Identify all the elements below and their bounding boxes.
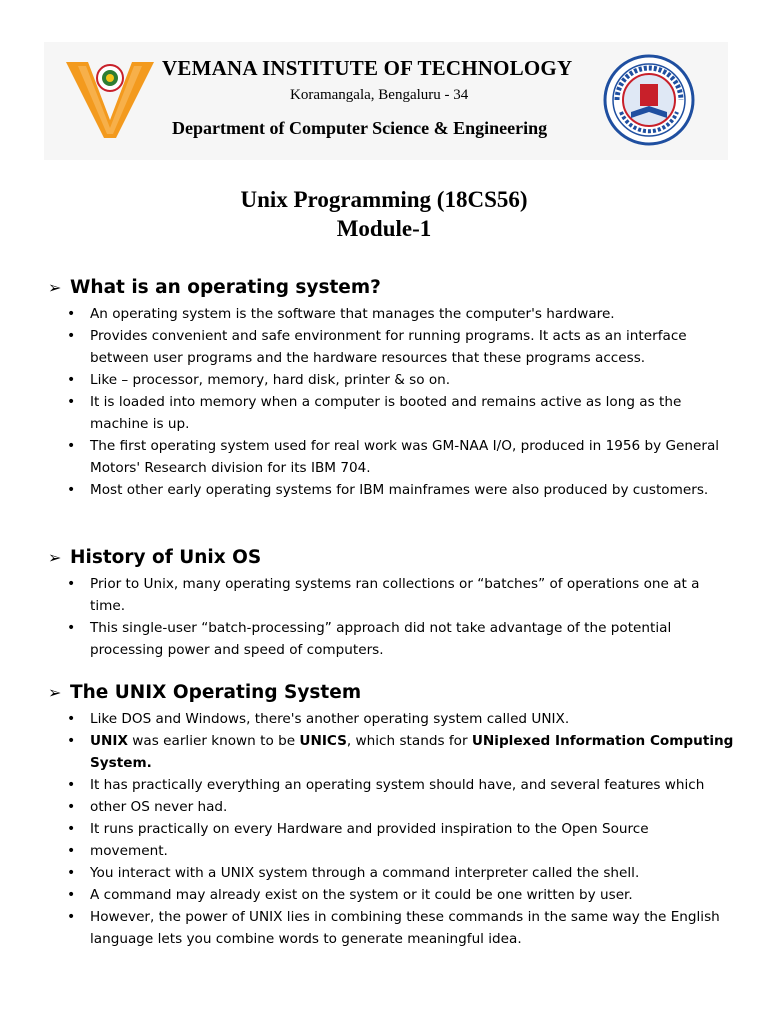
bullet-icon: •: [67, 711, 76, 727]
institute-name: VEMANA INSTITUTE OF TECHNOLOGY: [162, 56, 573, 80]
bullet-icon: •: [67, 733, 76, 749]
bullet-icon: •: [67, 887, 76, 903]
list-item: • It is loaded into memory when a computer is booted and remains active as long as the machine is up.: [48, 391, 738, 435]
course-title: Unix Programming (18CS56): [240, 187, 528, 212]
list-item: • Prior to Unix, many operating systems ran collections or “batches” of operations one at a time.: [48, 573, 738, 617]
list-item: • An operating system is the software that manages the computer's hardware.: [48, 303, 738, 325]
list-item: • It has practically everything an operating system should have, and several features which: [48, 774, 738, 796]
list-item: • A command may already exist on the system or it could be one written by user.: [48, 884, 738, 906]
bullet-icon: •: [67, 821, 76, 837]
bullet-icon: •: [67, 372, 76, 388]
list-item: • Like DOS and Windows, there's another operating system called UNIX.: [48, 708, 738, 730]
bullet-icon: •: [67, 482, 76, 498]
list-item: • Most other early operating systems for IBM mainframes were also produced by customers.: [48, 479, 738, 501]
list-item: • However, the power of UNIX lies in combining these commands in the same way the English language lets you combine words to generate meaningful idea.: [48, 906, 738, 950]
list-item: • Like – processor, memory, hard disk, printer & so on.: [48, 369, 738, 391]
section-heading: ➢ What is an operating system?: [48, 275, 738, 301]
module-title: Module-1: [336, 216, 432, 241]
section-heading: ➢ History of Unix OS: [48, 545, 738, 571]
arrow-bullet-icon: ➢: [48, 683, 62, 702]
arrow-bullet-icon: ➢: [48, 278, 62, 297]
list-item: • The first operating system used for real work was GM-NAA I/O, produced in 1956 by General Motors' Research division for its IBM 704.: [48, 435, 738, 479]
list-item: • other OS never had.: [48, 796, 738, 818]
department-seal-icon: [603, 54, 695, 146]
list-item: • This single-user “batch-processing” approach did not take advantage of the potential processing power and speed of computers.: [48, 617, 738, 661]
list-item: • It runs practically on every Hardware and provided inspiration to the Open Source: [48, 818, 738, 840]
bullet-icon: •: [67, 394, 76, 410]
bullet-icon: •: [67, 328, 76, 344]
section-what-is-os: [48, 275, 738, 501]
bullet-list: [48, 573, 738, 661]
department-name: Department of Computer Science & Engineering: [172, 118, 548, 138]
bullet-icon: •: [67, 799, 76, 815]
institute-logo-icon: [66, 58, 154, 138]
institute-address: Koramangala, Bengaluru - 34: [290, 87, 469, 103]
bullet-icon: •: [67, 620, 76, 636]
section-unix-os: [48, 680, 738, 950]
arrow-bullet-icon: ➢: [48, 548, 62, 567]
bullet-icon: •: [67, 777, 76, 793]
bullet-icon: •: [67, 576, 76, 592]
bullet-icon: •: [67, 843, 76, 859]
list-item: • UNIX was earlier known to be UNICS, which stands for UNiplexed Information Computing System.: [48, 730, 738, 774]
list-item: • You interact with a UNIX system through a command interpreter called the shell.: [48, 862, 738, 884]
bullet-icon: •: [67, 865, 76, 881]
bullet-icon: •: [67, 438, 76, 454]
list-item: • Provides convenient and safe environment for running programs. It acts as an interface between user programs and the hardware resources that these programs access.: [48, 325, 738, 369]
list-item: • movement.: [48, 840, 738, 862]
bullet-list: [48, 303, 738, 501]
section-heading: ➢ The UNIX Operating System: [48, 680, 738, 706]
bullet-list: [48, 708, 738, 950]
section-history-unix: [48, 545, 738, 661]
letterhead: [44, 42, 728, 160]
bullet-icon: •: [67, 306, 76, 322]
bullet-icon: •: [67, 909, 76, 925]
